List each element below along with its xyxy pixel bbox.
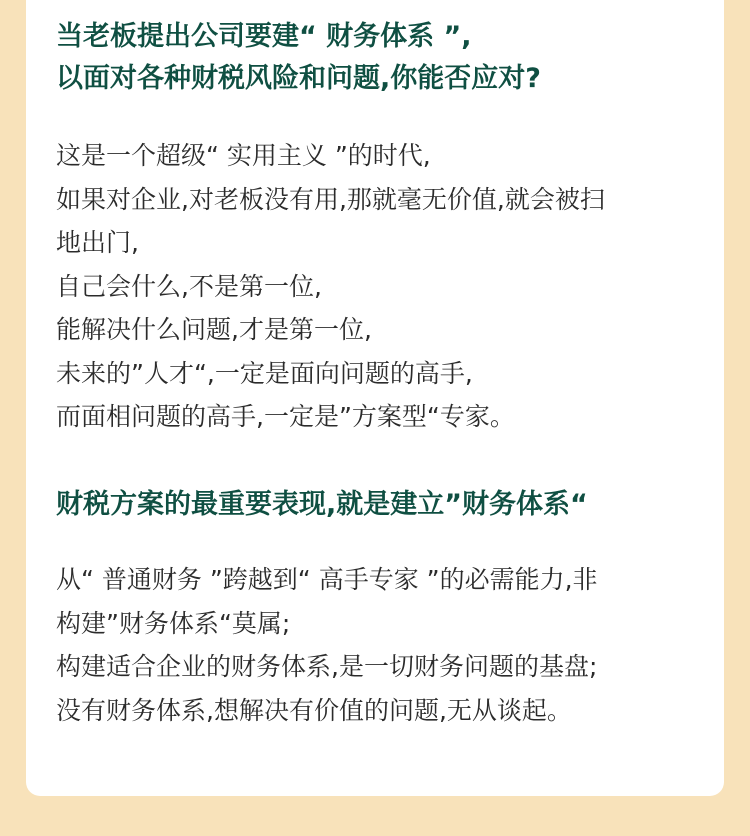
section-heading-financial-system: [56, 16, 541, 100]
paragraph-line: 能解决什么问题,才是第一位,: [56, 315, 372, 344]
paragraph-line: 自己会什么,不是第一位,: [56, 271, 322, 301]
heading-line: 当老板提出公司要建“ 财务体系 ”,: [56, 21, 472, 52]
paragraph-line: 构建”财务体系“莫属;: [56, 608, 291, 638]
paragraph-line: 地出门,: [56, 228, 139, 257]
paragraph-line: 如果对企业,对老板没有用,那就毫无价值,就会被扫: [56, 184, 605, 214]
paragraph-line: 没有财务体系,想解决有价值的问题,无从谈起。: [56, 695, 572, 725]
heading-line: 以面对各种财税风险和问题,你能否应对?: [56, 63, 541, 94]
paragraph-build-system: [56, 558, 716, 732]
section-heading-tax-plan: [56, 484, 588, 526]
paragraph-line: 这是一个超级“ 实用主义 ”的时代,: [56, 141, 431, 170]
paragraph-practicalism: [56, 134, 716, 439]
paragraph-line: 而面相问题的高手,一定是”方案型“专家。: [56, 402, 515, 431]
paragraph-line: 未来的”人才“,一定是面向问题的高手,: [56, 358, 473, 388]
paragraph-line: 构建适合企业的财务体系,是一切财务问题的基盘;: [56, 652, 598, 681]
paragraph-line: 从“ 普通财务 ”跨越到“ 高手专家 ”的必需能力,非: [56, 565, 598, 594]
heading-line: 财税方案的最重要表现,就是建立”财务体系“: [56, 489, 588, 520]
